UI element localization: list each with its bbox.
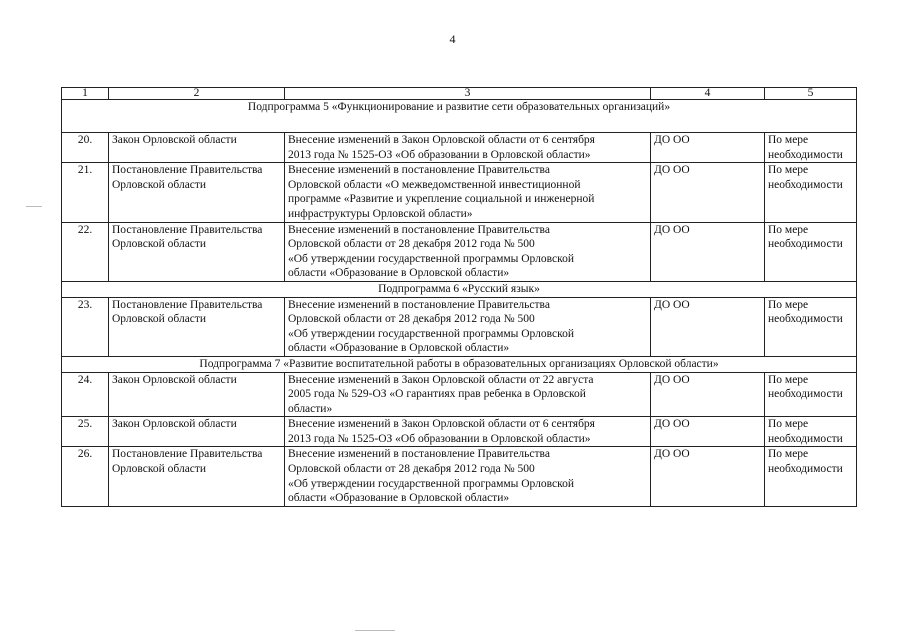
document-type-cell bbox=[109, 297, 285, 356]
deadline-line: необходимости bbox=[768, 432, 843, 445]
deadline-line: необходимости bbox=[768, 388, 843, 401]
deadline-line: необходимости bbox=[768, 313, 843, 326]
deadline-line: необходимости bbox=[768, 178, 843, 191]
column-number: 5 bbox=[765, 88, 857, 100]
document-type-cell bbox=[109, 372, 285, 417]
deadline-line: необходимости bbox=[768, 238, 843, 251]
deadline-cell bbox=[765, 447, 857, 506]
deadline-line: По мере bbox=[768, 134, 809, 146]
description-line: области «Образование в Орловской области» bbox=[288, 267, 510, 280]
responsible-cell: ДО ОО bbox=[651, 163, 765, 222]
description-cell bbox=[285, 222, 651, 281]
row-number: 26. bbox=[62, 447, 109, 506]
description-line: Внесение изменений в постановление Правительства bbox=[288, 223, 550, 236]
document-type-cell bbox=[109, 163, 285, 222]
description-line: Внесение изменений в постановление Правительства bbox=[288, 298, 550, 311]
description-line: Внесение изменений в Закон Орловской области от 6 сентября bbox=[288, 418, 595, 431]
scan-mark bbox=[26, 206, 42, 207]
deadline-cell bbox=[765, 133, 857, 163]
document-type-line: Орловской области bbox=[112, 463, 207, 476]
document-type-cell bbox=[109, 222, 285, 281]
description-line: Внесение изменений в постановление Правительства bbox=[288, 448, 550, 461]
document-type-line: Орловской области bbox=[112, 313, 207, 326]
deadline-line: По мере bbox=[768, 418, 809, 431]
subprogram-title: Подпрограмма 6 «Русский язык» bbox=[62, 281, 857, 297]
subprogram-title: Подпрограмма 7 «Развитие воспитательной работы в образовательных организациях Орловской области» bbox=[62, 356, 857, 372]
column-number-row bbox=[62, 88, 857, 100]
table-row bbox=[62, 297, 857, 356]
table-row bbox=[62, 372, 857, 417]
description-line: 2013 года № 1525-ОЗ «Об образовании в Орловской области» bbox=[288, 148, 591, 161]
description-cell bbox=[285, 133, 651, 163]
description-line: Внесение изменений в Закон Орловской области от 6 сентября bbox=[288, 134, 595, 146]
description-cell bbox=[285, 447, 651, 506]
description-line: «Об утверждении государственной программы Орловской bbox=[288, 252, 574, 265]
row-number: 23. bbox=[62, 297, 109, 356]
description-cell bbox=[285, 297, 651, 356]
legislation-plan-table bbox=[61, 87, 857, 507]
column-number: 4 bbox=[651, 88, 765, 100]
deadline-cell bbox=[765, 222, 857, 281]
description-cell bbox=[285, 417, 651, 447]
description-cell bbox=[285, 163, 651, 222]
table-body bbox=[62, 88, 857, 507]
deadline-cell bbox=[765, 297, 857, 356]
description-line: области «Образование в Орловской области» bbox=[288, 342, 510, 355]
subprogram-header-row bbox=[62, 100, 857, 133]
description-line: «Об утверждении государственной программы Орловской bbox=[288, 477, 574, 490]
column-number: 2 bbox=[109, 88, 285, 100]
column-number: 3 bbox=[285, 88, 651, 100]
description-line: инфраструктуры Орловской области» bbox=[288, 207, 473, 220]
subprogram-title: Подпрограмма 5 «Функционирование и развитие сети образовательных организаций» bbox=[62, 100, 857, 133]
table-row bbox=[62, 163, 857, 222]
responsible-cell: ДО ОО bbox=[651, 417, 765, 447]
column-number: 1 bbox=[62, 88, 109, 100]
scan-mark bbox=[355, 630, 395, 631]
description-line: 2005 года № 529-ОЗ «О гарантиях прав ребенка в Орловской bbox=[288, 388, 586, 401]
deadline-line: необходимости bbox=[768, 148, 843, 161]
document-type-line: Постановление Правительства bbox=[112, 164, 263, 177]
deadline-cell bbox=[765, 163, 857, 222]
document-type-cell bbox=[109, 447, 285, 506]
responsible-cell: ДО ОО bbox=[651, 372, 765, 417]
description-line: 2013 года № 1525-ОЗ «Об образовании в Орловской области» bbox=[288, 432, 591, 445]
row-number: 24. bbox=[62, 372, 109, 417]
document-type-line: Закон Орловской области bbox=[112, 134, 237, 146]
table-row bbox=[62, 222, 857, 281]
deadline-line: необходимости bbox=[768, 463, 843, 476]
deadline-cell bbox=[765, 372, 857, 417]
document-type-line: Постановление Правительства bbox=[112, 448, 263, 461]
row-number: 22. bbox=[62, 222, 109, 281]
document-type-line: Постановление Правительства bbox=[112, 223, 263, 236]
deadline-line: По мере bbox=[768, 373, 809, 386]
document-type-cell bbox=[109, 133, 285, 163]
deadline-cell bbox=[765, 417, 857, 447]
description-line: области» bbox=[288, 402, 333, 415]
deadline-line: По мере bbox=[768, 223, 809, 236]
description-line: Орловской области от 28 декабря 2012 года № 500 bbox=[288, 238, 535, 251]
table-row bbox=[62, 133, 857, 163]
document-type-line: Закон Орловской области bbox=[112, 418, 237, 431]
description-line: Внесение изменений в постановление Правительства bbox=[288, 164, 550, 177]
row-number: 21. bbox=[62, 163, 109, 222]
description-line: программе «Развитие и укрепление социальной и инженерной bbox=[288, 193, 595, 206]
deadline-line: По мере bbox=[768, 448, 809, 461]
description-line: Орловской области от 28 декабря 2012 года № 500 bbox=[288, 463, 535, 476]
document-type-cell bbox=[109, 417, 285, 447]
document-type-line: Орловской области bbox=[112, 238, 207, 251]
deadline-line: По мере bbox=[768, 298, 809, 311]
document-type-line: Постановление Правительства bbox=[112, 298, 263, 311]
deadline-line: По мере bbox=[768, 164, 809, 177]
description-cell bbox=[285, 372, 651, 417]
responsible-cell: ДО ОО bbox=[651, 297, 765, 356]
description-line: Орловской области «О межведомственной инвестиционной bbox=[288, 178, 581, 191]
document-type-line: Закон Орловской области bbox=[112, 373, 237, 386]
responsible-cell: ДО ОО bbox=[651, 447, 765, 506]
description-line: «Об утверждении государственной программы Орловской bbox=[288, 327, 574, 340]
description-line: Орловской области от 28 декабря 2012 года № 500 bbox=[288, 313, 535, 326]
description-line: области «Образование в Орловской области» bbox=[288, 492, 510, 505]
description-line: Внесение изменений в Закон Орловской области от 22 августа bbox=[288, 373, 594, 386]
row-number: 20. bbox=[62, 133, 109, 163]
subprogram-header-row bbox=[62, 356, 857, 372]
table-row bbox=[62, 447, 857, 506]
page-number: 4 bbox=[449, 32, 456, 46]
document-type-line: Орловской области bbox=[112, 178, 207, 191]
responsible-cell: ДО ОО bbox=[651, 133, 765, 163]
table-row bbox=[62, 417, 857, 447]
row-number: 25. bbox=[62, 417, 109, 447]
subprogram-header-row bbox=[62, 281, 857, 297]
responsible-cell: ДО ОО bbox=[651, 222, 765, 281]
